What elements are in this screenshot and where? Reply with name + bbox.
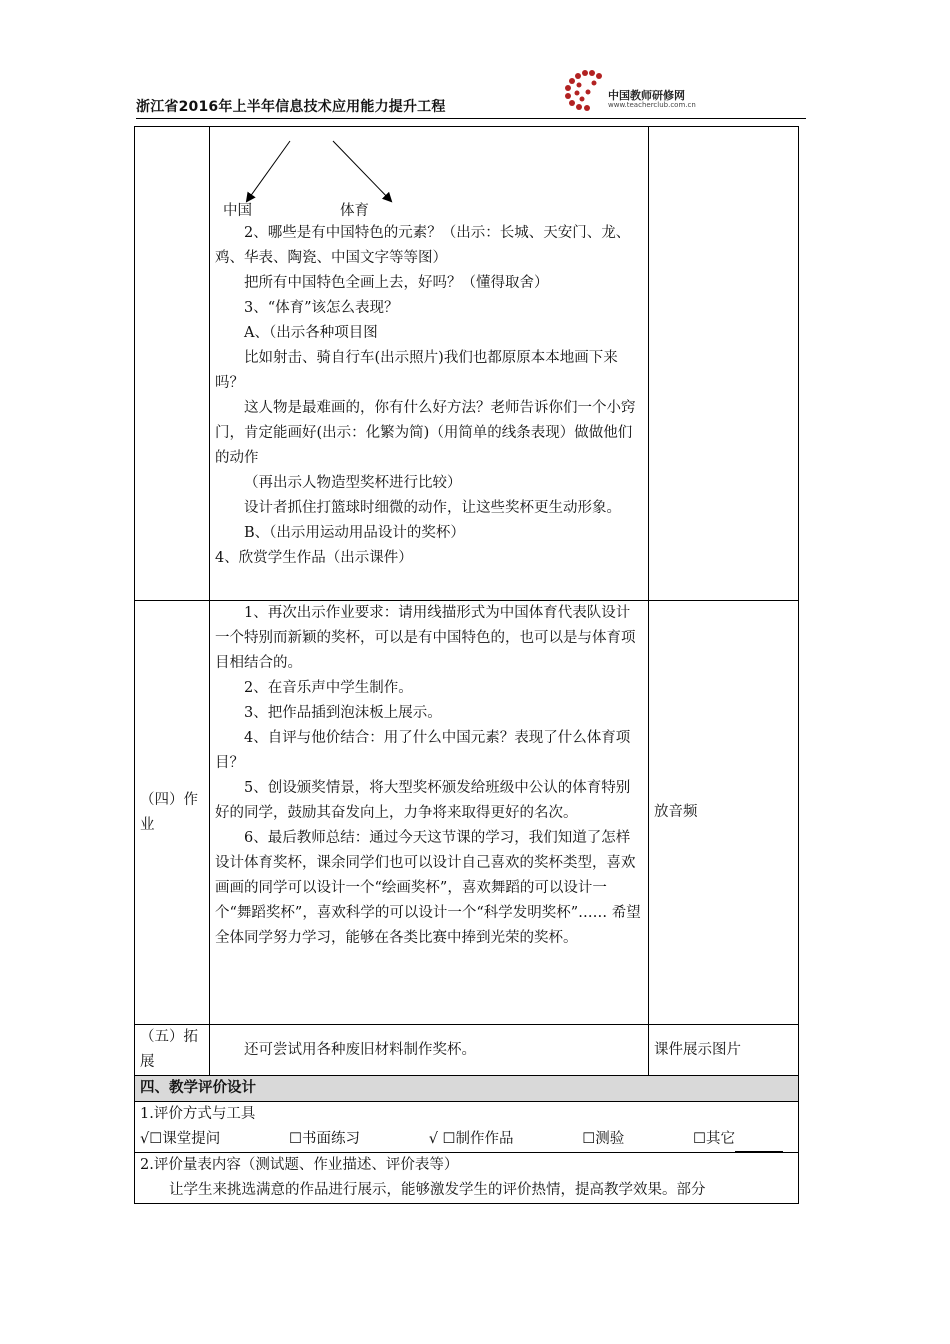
eval-options <box>140 1127 793 1152</box>
media-cell-homework: 放音频 <box>649 601 799 1025</box>
diagram-labels <box>215 199 643 221</box>
checkbox-icon: ☐ <box>582 1131 596 1147</box>
process-line: 2、哪些是有中国特色的元素？（出示：长城、天安门、龙、鸡、华表、陶瓷、中国文字等等图） <box>215 225 631 266</box>
diagram-label-china: 中国 <box>223 203 252 219</box>
eval-option-artwork[interactable] <box>429 1127 514 1152</box>
homework-line: 3、把作品插到泡沫板上展示。 <box>244 705 442 721</box>
media-cell-extension: 课件展示图片 <box>649 1025 799 1076</box>
option-label: 测验 <box>595 1131 625 1147</box>
option-label: 书面练习 <box>301 1131 360 1147</box>
homework-line: 1、再次出示作业要求：请用线描形式为中国体育代表队设计一个特别而新颖的奖杯，可以是有中国特色的，也可以是与体育项目相结合的。 <box>215 605 636 671</box>
content-cell-extension <box>210 1025 649 1076</box>
eval-option-written[interactable] <box>289 1127 360 1152</box>
extension-text: 还可尝试用各种废旧材料制作奖杯。 <box>244 1041 476 1058</box>
option-label: 制作作品 <box>455 1131 514 1147</box>
eval-option-question[interactable] <box>140 1127 220 1152</box>
header-rule <box>136 118 806 119</box>
process-line: 比如射击、骑自行车(出示照片)我们也都原原本本地画下来吗？ <box>215 350 618 391</box>
table-row-extension <box>135 1025 799 1076</box>
process-line: B、（出示用运动用品设计的奖杯） <box>244 525 465 541</box>
eval-option-test[interactable] <box>582 1127 624 1152</box>
option-label: 其它 <box>705 1131 735 1147</box>
other-blank-line[interactable] <box>735 1135 783 1152</box>
process-line: 3、“体育”该怎么表现？ <box>244 300 399 316</box>
concept-diagram <box>215 127 643 199</box>
eval-scale-text: 让学生来挑选满意的作品进行展示，能够激发学生的评价热情，提高教学效果。部分 <box>169 1182 706 1198</box>
process-line: 把所有中国特色全画上去，好吗？（懂得取舍） <box>244 275 549 291</box>
eval-methods-cell <box>135 1102 799 1153</box>
check-mark: √ <box>140 1131 150 1147</box>
content-cell-process <box>210 127 649 601</box>
checkbox-icon: ☐ <box>692 1131 706 1147</box>
homework-line: 2、在音乐声中学生制作。 <box>244 680 413 696</box>
section-heading: 四、教学评价设计 <box>135 1076 799 1102</box>
media-cell-empty <box>649 127 799 601</box>
lesson-plan-table <box>134 126 799 1204</box>
checkbox-icon: ☐ <box>149 1131 163 1147</box>
diagram-label-sports: 体育 <box>340 203 369 219</box>
process-line: 设计者抓住打篮球时细微的动作，让这些奖杯更生动形象。 <box>244 500 621 516</box>
content-cell-homework <box>210 601 649 1025</box>
homework-line: 4、自评与他价结合：用了什么中国元素？表现了什么体育项目？ <box>215 730 631 771</box>
stage-cell-extension: （五）拓展 <box>135 1025 210 1076</box>
table-row-eval-scale <box>135 1153 799 1204</box>
document-header-title: 浙江省2016年上半年信息技术应用能力提升工程 <box>136 99 446 115</box>
table-row-homework <box>135 601 799 1025</box>
eval-methods-title: 1.评价方式与工具 <box>140 1106 256 1122</box>
homework-line: 5、创设颁奖情景，将大型奖杯颁发给班级中公认的体育特别好的同学，鼓励其奋发向上，力争将来取得更好的名次。 <box>215 780 631 821</box>
process-line: 4、欣赏学生作品（出示课件） <box>215 550 413 566</box>
eval-option-other[interactable] <box>693 1127 783 1152</box>
logo-url: www.teacherclub.com.cn <box>608 101 696 109</box>
check-mark: √ <box>428 1131 438 1147</box>
homework-line: 6、最后教师总结：通过今天这节课的学习，我们知道了怎样设计体育奖杯，课余同学们也可以设计自己喜欢的奖杯类型，喜欢画画的同学可以设计一个“绘画奖杯”，喜欢舞蹈的可以设计一个“舞蹈奖杯”，喜欢科学的可以设计一个“科学发明奖杯”…… 希望全体同学努力学习，能够在各类比赛中捧到光荣的奖杯。 <box>215 830 641 946</box>
table-row-process-continued <box>135 127 799 601</box>
stage-cell-empty <box>135 127 210 601</box>
process-line: （再出示人物造型奖杯进行比较） <box>244 475 462 491</box>
checkbox-icon: ☐ <box>288 1131 302 1147</box>
logo-name: 中国教师研修网 <box>608 89 685 102</box>
option-label: 课堂提问 <box>162 1131 221 1147</box>
process-line: 这人物是最难画的，你有什么好方法？老师告诉你们一个小窍门，肯定能画好(出示：化繁为简)（用简单的线条表现）做做他们的动作 <box>215 400 636 466</box>
process-line: A、（出示各种项目图 <box>244 325 378 341</box>
eval-scale-title: 2.评价量表内容（测试题、作业描述、评价表等） <box>140 1157 459 1173</box>
table-row-eval-methods <box>135 1102 799 1153</box>
eval-scale-cell <box>135 1153 799 1204</box>
checkbox-icon: ☐ <box>442 1131 456 1147</box>
stage-cell-homework: （四）作业 <box>135 601 210 1025</box>
section-heading-row <box>135 1076 799 1102</box>
